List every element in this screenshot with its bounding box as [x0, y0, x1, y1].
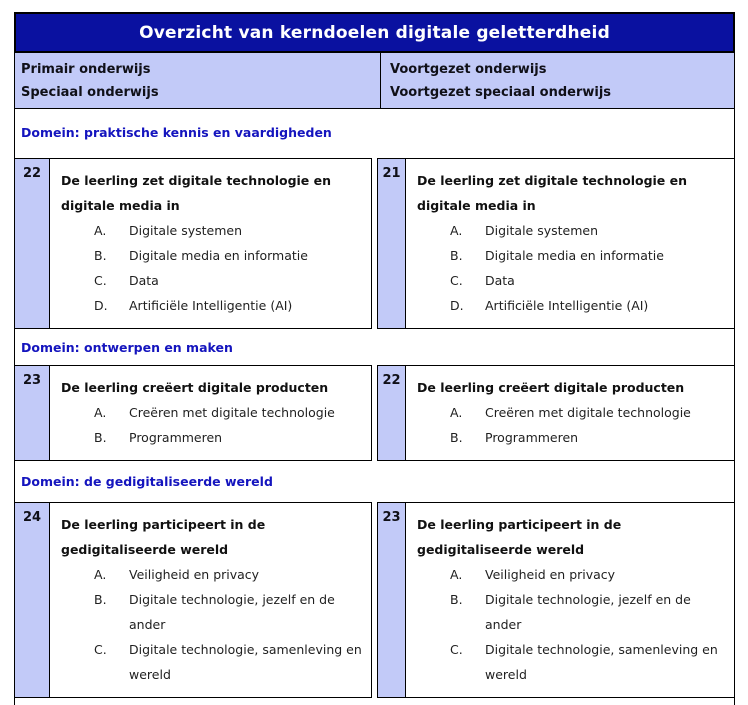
item-text: Digitale technologie, samenleving en wereld	[485, 642, 718, 682]
objective-item	[61, 587, 365, 637]
objective-item	[417, 637, 728, 687]
objective-item	[417, 400, 728, 425]
item-letter: A.	[94, 223, 107, 238]
kerndoel-cell-voortgezet	[377, 365, 735, 461]
domain-heading: Domein: ontwerpen en maken	[21, 340, 233, 355]
table-footer-border	[14, 698, 735, 705]
audience-voortgezet-speciaal-label: Voortgezet speciaal onderwijs	[390, 85, 612, 100]
domain-heading-row	[14, 109, 735, 158]
objective-item	[61, 400, 365, 425]
goal-title: De leerling creëert digitale producten	[61, 380, 329, 395]
objective-item	[417, 243, 728, 268]
domain-section	[14, 329, 735, 461]
item-letter: A.	[450, 567, 463, 582]
goal-item-list	[417, 400, 728, 450]
item-letter: B.	[94, 248, 107, 263]
item-text: Digitale technologie, jezelf en de ander	[485, 592, 691, 632]
kerndoel-cell-voortgezet	[377, 502, 735, 698]
item-text: Digitale technologie, samenleving en wereld	[129, 642, 362, 682]
goal-number: 23	[15, 366, 50, 460]
table-title-bar	[14, 12, 735, 53]
audience-voortgezet-label: Voortgezet onderwijs	[390, 62, 547, 77]
item-letter: B.	[450, 248, 463, 263]
audience-speciaal-label: Speciaal onderwijs	[21, 85, 159, 100]
item-text: Digitale systemen	[129, 223, 243, 238]
kerndoel-row	[14, 502, 735, 698]
goal-content	[406, 503, 734, 697]
audience-primair-label: Primair onderwijs	[21, 62, 151, 77]
goal-number: 21	[378, 159, 406, 328]
item-letter: C.	[94, 642, 107, 657]
item-letter: A.	[94, 567, 107, 582]
item-text: Creëren met digitale technologie	[129, 405, 335, 420]
audience-header-right	[381, 53, 734, 108]
objective-item	[61, 425, 365, 450]
item-text: Data	[129, 273, 159, 288]
item-text: Creëren met digitale technologie	[485, 405, 691, 420]
item-text: Veiligheid en privacy	[129, 567, 260, 582]
objective-item	[417, 218, 728, 243]
audience-header	[14, 53, 735, 109]
goal-content	[50, 159, 371, 328]
objective-item	[417, 293, 728, 318]
goal-content	[50, 366, 371, 460]
kerndoel-cell-primair	[14, 158, 372, 329]
domain-heading-row	[14, 329, 735, 365]
goal-content	[406, 366, 734, 460]
goal-title: De leerling participeert in de gedigitaliseerde wereld	[417, 517, 622, 557]
objective-item	[417, 425, 728, 450]
objective-item	[61, 293, 365, 318]
item-text: Digitale technologie, jezelf en de ander	[129, 592, 335, 632]
objective-item	[61, 218, 365, 243]
goal-item-list	[61, 562, 365, 687]
goal-item-list	[417, 562, 728, 687]
kerndoel-cell-primair	[14, 365, 372, 461]
item-text: Programmeren	[129, 430, 223, 445]
item-letter: C.	[450, 273, 463, 288]
goal-content	[50, 503, 371, 697]
goal-item-list	[61, 400, 365, 450]
goal-number: 23	[378, 503, 406, 697]
goal-title: De leerling creëert digitale producten	[417, 380, 685, 395]
objective-item	[61, 562, 365, 587]
item-letter: C.	[450, 642, 463, 657]
page-title: Overzicht van kerndoelen digitale geletterdheid	[139, 22, 610, 43]
kerndoel-cell-voortgezet	[377, 158, 735, 329]
domain-section	[14, 109, 735, 329]
item-letter: B.	[450, 430, 463, 445]
goal-title: De leerling participeert in de gedigitaliseerde wereld	[61, 517, 266, 557]
sections	[14, 109, 735, 698]
kerndoel-cell-primair	[14, 502, 372, 698]
goal-title: De leerling zet digitale technologie en digitale media in	[61, 173, 332, 213]
item-letter: A.	[450, 405, 463, 420]
objective-item	[61, 637, 365, 687]
domain-heading: Domein: praktische kennis en vaardigheden	[21, 125, 332, 140]
item-text: Digitale systemen	[485, 223, 599, 238]
goal-item-list	[61, 218, 365, 318]
item-text: Digitale media en informatie	[129, 248, 308, 263]
goal-content	[406, 159, 734, 328]
goal-title: De leerling zet digitale technologie en digitale media in	[417, 173, 688, 213]
item-letter: B.	[450, 592, 463, 607]
item-letter: C.	[94, 273, 107, 288]
goal-number: 22	[378, 366, 406, 460]
domain-heading-row	[14, 461, 735, 502]
item-letter: B.	[94, 592, 107, 607]
item-letter: D.	[450, 298, 464, 313]
item-letter: A.	[94, 405, 107, 420]
item-text: Artificiële Intelligentie (AI)	[485, 298, 649, 313]
domain-heading: Domein: de gedigitaliseerde wereld	[21, 474, 273, 489]
item-text: Programmeren	[485, 430, 579, 445]
kerndoel-row	[14, 158, 735, 329]
objective-item	[417, 268, 728, 293]
audience-header-left	[15, 53, 381, 108]
item-letter: D.	[94, 298, 108, 313]
kerndoelen-table	[14, 12, 735, 705]
kerndoel-row	[14, 365, 735, 461]
domain-section	[14, 461, 735, 698]
item-letter: B.	[94, 430, 107, 445]
item-text: Artificiële Intelligentie (AI)	[129, 298, 293, 313]
goal-item-list	[417, 218, 728, 318]
item-text: Data	[485, 273, 515, 288]
objective-item	[417, 587, 728, 637]
objective-item	[61, 243, 365, 268]
goal-number: 24	[15, 503, 50, 697]
goal-number: 22	[15, 159, 50, 328]
objective-item	[417, 562, 728, 587]
objective-item	[61, 268, 365, 293]
item-letter: A.	[450, 223, 463, 238]
item-text: Veiligheid en privacy	[485, 567, 616, 582]
item-text: Digitale media en informatie	[485, 248, 664, 263]
